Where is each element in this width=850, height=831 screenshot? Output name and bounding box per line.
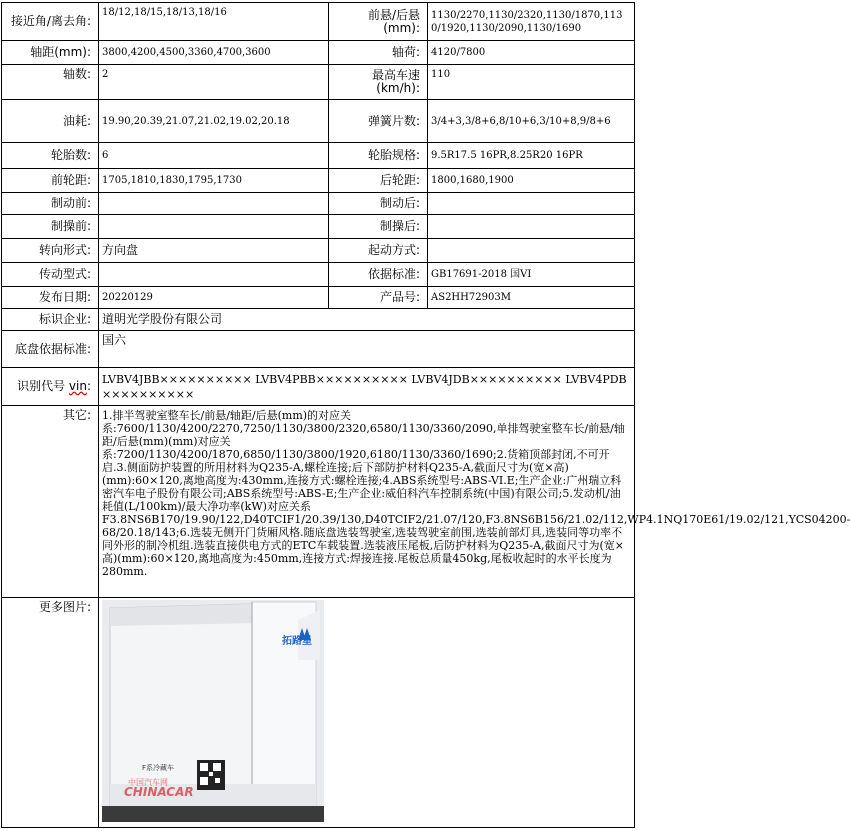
spec-row	[2, 215, 635, 239]
vin-value: LVBV4JBB×××××××××× LVBV4PBB×××××××××× LVBV4JDB×××××××××× LVBV4PDB××××××××××	[99, 368, 635, 406]
spec-row	[2, 263, 635, 287]
spec-value: 4120/7800	[428, 41, 635, 65]
spec-value	[99, 215, 329, 239]
spec-label: 接近角/离去角:	[2, 3, 99, 41]
spec-label: 油耗:	[2, 100, 99, 143]
spec-label: 轮胎规格:	[329, 143, 428, 169]
spec-row	[2, 100, 635, 143]
spec-label: 前悬/后悬(mm):	[329, 3, 428, 41]
spec-label: 轮胎数:	[2, 143, 99, 169]
spec-value	[99, 193, 329, 215]
spec-value	[99, 263, 329, 287]
spec-value: 18/12,18/15,18/13,18/16	[99, 3, 329, 41]
spec-label: 产品号:	[329, 287, 428, 309]
spec-row	[2, 143, 635, 169]
spec-value	[428, 239, 635, 263]
spec-row	[2, 169, 635, 193]
chassis-standard-label: 底盘依据标准:	[2, 331, 99, 368]
brand-label: 标识企业:	[2, 309, 99, 331]
brand-row	[2, 309, 635, 331]
spec-label: 制操前:	[2, 215, 99, 239]
vehicle-spec-table	[1, 2, 850, 828]
spec-label: 轴距(mm):	[2, 41, 99, 65]
vin-label: 识别代号 vin:	[2, 368, 99, 406]
spec-value: 20220129	[99, 287, 329, 309]
spec-value: 9.5R17.5 16PR,8.25R20 16PR	[428, 143, 635, 169]
spec-label: 制动后:	[329, 193, 428, 215]
other-row	[2, 406, 635, 598]
spec-row	[2, 239, 635, 263]
chassis-standard-value: 国六	[99, 331, 635, 368]
spec-row	[2, 3, 635, 41]
spec-row	[2, 287, 635, 309]
vehicle-photo[interactable]	[102, 600, 324, 822]
spec-label: 起动方式:	[329, 239, 428, 263]
vehicle-side-text: F系冷藏车	[142, 764, 175, 772]
more-images-label: 更多图片:	[2, 598, 99, 828]
spec-label: 制操后:	[329, 215, 428, 239]
spec-value	[428, 215, 635, 239]
brand-value: 道明光学股份有限公司	[99, 309, 635, 331]
spec-value: 110	[428, 65, 635, 100]
other-label: 其它:	[2, 406, 99, 598]
spec-label: 弹簧片数:	[329, 100, 428, 143]
brand-logo-text: 拓路星	[282, 636, 312, 647]
spec-label: 传动型式:	[2, 263, 99, 287]
spec-label: 制动前:	[2, 193, 99, 215]
spec-value: 1800,1680,1900	[428, 169, 635, 193]
spec-value: GB17691-2018 国VI	[428, 263, 635, 287]
other-value: 1.排半驾驶室整车长/前悬/轴距/后悬(mm)的对应关系:7600/1130/4200/2270,7250/1130/3800/2320,6580/1130/3360/2090,单排驾驶室整车长/前悬/轴距/后悬(mm)(mm)对应关系:7200/1130/4200/1870,6850/1130/3800/1920,6180/1130/3360/1690;2.货箱顶部封闭,不可开启.3.侧面防护装置的所用材料为Q235-A,螺栓连接;后下部防护材料Q235-A,截面尺寸为(宽×高)(mm):60×120,离地高度为:430mm,连接方式:螺栓连接;4.ABS系统型号:ABS-VI.E;生产企业:广州瑞立科密汽车电子股份有限公司;ABS系统型号:ABS-E;生产企业:威伯科汽车控制系统(中国)有限公司;5.发动机/油耗值(L/100km)/最大净功率(kW)对应关系F3.8NS6B170/19.90/122,D40TCIF1/20.39/130,D40TCIF2/21.07/120,F3.8NS6B156/21.02/112,WP4.1NQ170E61/19.02/121,YCS04200-68/20.18/143;6.选装无侧开门货厢风格.随底盘选装驾驶室,选装驾驶室前围,选装前部灯具,选装同等功率不同外形的制冷机组.选装直接供电方式的ETC车载装置.选装液压尾板,后防护材料为Q235-A,截面尺寸为(宽×高)(mm):60×120,离地高度为:450mm,连接方式:焊接连接.尾板总质量450kg,尾板收起时的水平长度为280mm.	[99, 406, 635, 598]
spec-value: 1705,1810,1830,1795,1730	[99, 169, 329, 193]
watermark-cn: 中国汽车网	[128, 778, 168, 787]
spec-value	[428, 193, 635, 215]
chassis-standard-row	[2, 331, 635, 368]
spec-label: 依据标准:	[329, 263, 428, 287]
watermark-en: CHINACAR	[124, 785, 194, 799]
spec-label: 转向形式:	[2, 239, 99, 263]
spec-label: 前轮距:	[2, 169, 99, 193]
spec-label: 最高车速(km/h):	[329, 65, 428, 100]
spec-row	[2, 65, 635, 100]
spec-value: 6	[99, 143, 329, 169]
spec-value: 19.90,20.39,21.07,21.02,19.02,20.18	[99, 100, 329, 143]
vin-row	[2, 368, 635, 406]
spec-value: 3800,4200,4500,3360,4700,3600	[99, 41, 329, 65]
spec-value: 2	[99, 65, 329, 100]
spec-value: 方向盘	[99, 239, 329, 263]
more-images-row	[2, 598, 635, 828]
spec-label: 发布日期:	[2, 287, 99, 309]
spec-row	[2, 193, 635, 215]
spec-value: AS2HH72903M	[428, 287, 635, 309]
spec-value: 3/4+3,3/8+6,8/10+6,3/10+8,9/8+6	[428, 100, 635, 143]
spec-label: 后轮距:	[329, 169, 428, 193]
spec-label: 轴数:	[2, 65, 99, 100]
brand-logo	[282, 634, 312, 648]
spec-row	[2, 41, 635, 65]
spec-value: 1130/2270,1130/2320,1130/1870,1130/1920,1130/2090,1130/1690	[428, 3, 635, 41]
more-images-cell	[99, 598, 635, 828]
spec-label: 轴荷:	[329, 41, 428, 65]
